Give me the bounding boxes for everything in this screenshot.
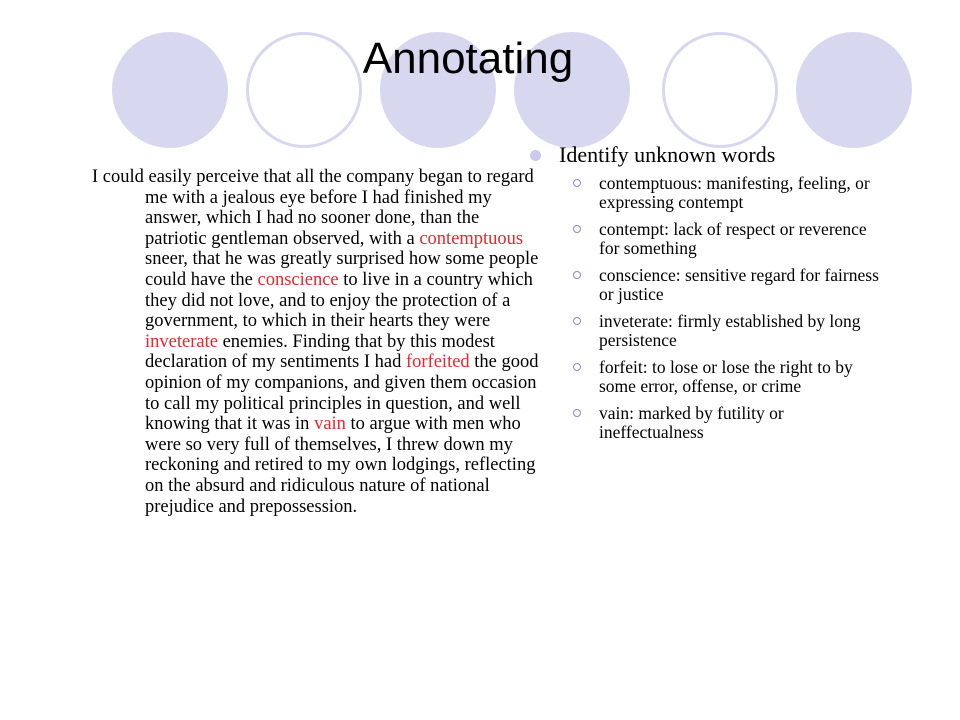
- slide-title: Annotating: [362, 34, 574, 83]
- ring-bullet-icon: [573, 225, 581, 233]
- definition-item: [530, 174, 890, 212]
- definition-item: [530, 404, 890, 442]
- definition-text: conscience: sensitive regard for fairness or justice: [599, 265, 879, 304]
- highlighted-word: inveterate: [145, 331, 218, 352]
- definition-list: [530, 174, 890, 442]
- definition-item: [530, 266, 890, 304]
- highlighted-word: contemptuous: [419, 228, 524, 249]
- vocabulary-heading-text: Identify unknown words: [559, 142, 776, 167]
- highlighted-word: conscience: [257, 269, 339, 290]
- vocabulary-heading: [530, 142, 890, 168]
- passage-segment: to live in a country which they did not love, and to enjoy the protection of a government, to which in their hearts they were: [145, 269, 533, 332]
- ring-bullet-icon: [573, 271, 581, 279]
- definition-text: contempt: lack of respect or reverence for something: [599, 219, 867, 258]
- definition-item: [530, 312, 890, 350]
- vocabulary-panel: [530, 142, 890, 450]
- ring-bullet-icon: [573, 317, 581, 325]
- highlighted-word: vain: [314, 414, 346, 435]
- bullet-icon: [530, 150, 541, 161]
- passage-segment: I could easily perceive that all the company began to regard me with a jealous eye before I had finished my answer, which I had no sooner done, than the patriotic gentleman observed, with a: [92, 167, 534, 249]
- definition-item: [530, 220, 890, 258]
- passage-text: [92, 167, 545, 517]
- passage-segment: the good opinion of my companions, and given them occasion to call my political principles in question, and well knowing that it was in: [145, 352, 539, 435]
- definition-text: contemptuous: manifesting, feeling, or expressing contempt: [599, 173, 870, 212]
- passage-segment: to argue with men who were so very full of themselves, I threw down my reckoning and retired to my own lodgings, reflecting on the absurd and ridiculous nature of national prejudice and prepossession.: [145, 414, 536, 517]
- ring-bullet-icon: [573, 363, 581, 371]
- definition-text: forfeit: to lose or lose the right to by some error, offense, or crime: [599, 357, 853, 396]
- highlighted-word: forfeited: [405, 352, 470, 373]
- definition-text: inveterate: firmly established by long persistence: [599, 311, 861, 350]
- definition-item: [530, 358, 890, 396]
- ring-bullet-icon: [573, 179, 581, 187]
- definition-text: vain: marked by futility or ineffectualness: [599, 403, 784, 442]
- ring-bullet-icon: [573, 409, 581, 417]
- passage-segment: sneer, that he was greatly surprised how some people could have the: [145, 249, 539, 290]
- passage-segment: enemies. Finding that by this modest declaration of my sentiments I had: [145, 331, 495, 373]
